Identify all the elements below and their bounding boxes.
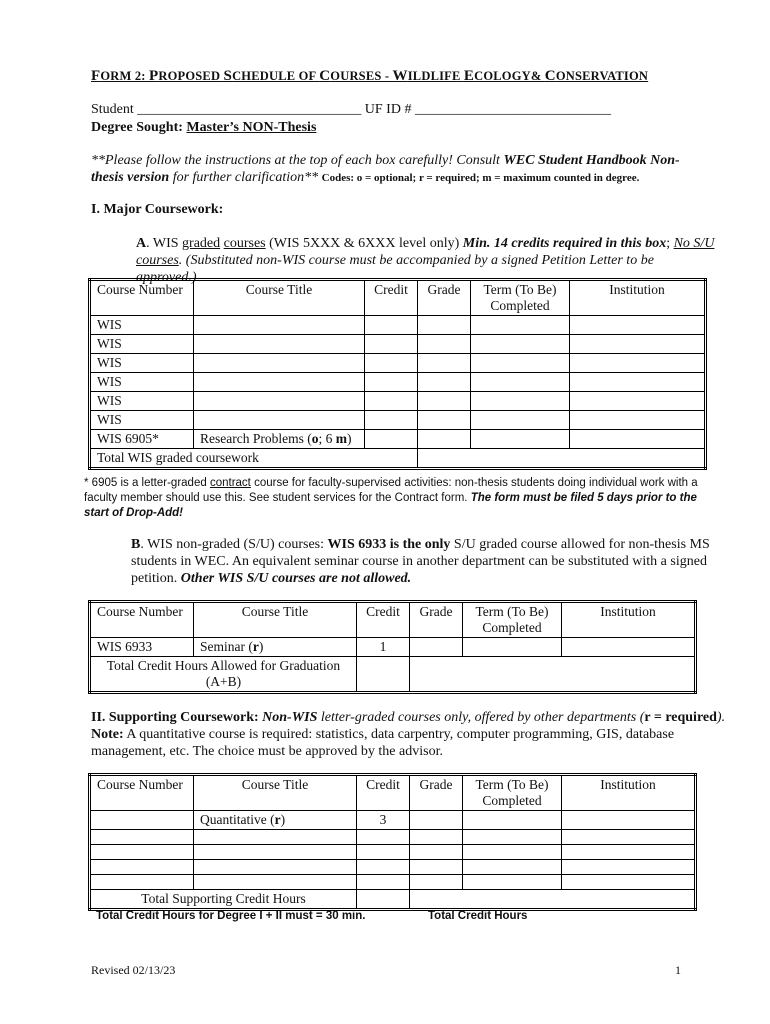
revised-date: Revised 02/13/23 [91, 963, 176, 977]
header-credit: Credit [357, 602, 410, 638]
table-row-6905: WIS 6905* Research Problems (o; 6 m) [90, 430, 706, 449]
table-row: WIS 6933 Seminar (r) 1 [90, 638, 696, 657]
major-courses-table [88, 278, 707, 470]
header-course-title: Course Title [194, 775, 357, 811]
table-row [90, 845, 696, 860]
footnote-6905: * 6905 is a letter-graded contract course for faculty-supervised activities: non-thesis students doing individual work with a faculty member should use this. See student services for the Contract form. The form must be filed 5 days prior to the start of Drop-Add! [84, 477, 698, 519]
total-row [90, 890, 696, 910]
header-term: Term (To Be) Completed [471, 280, 570, 316]
header-course-number: Course Number [90, 775, 194, 811]
header-credit: Credit [357, 775, 410, 811]
header-credit: Credit [365, 280, 418, 316]
header-course-title: Course Title [194, 280, 365, 316]
header-institution: Institution [570, 280, 706, 316]
header-grade: Grade [410, 775, 463, 811]
section-major-heading: I. Major Coursework: [91, 202, 224, 217]
total-row [90, 657, 696, 693]
table-row: WIS [90, 411, 706, 430]
table-row: WIS [90, 335, 706, 354]
total-graduation-label: Total Credit Hours Allowed for Graduation (A+B) [90, 657, 357, 693]
header-course-number: Course Number [90, 602, 194, 638]
header-grade: Grade [418, 280, 471, 316]
student-id-line[interactable]: Student ________________________________ UF ID # ____________________________ [91, 102, 611, 117]
research-problems-title: Research Problems (o; 6 m) [194, 430, 365, 449]
header-course-number: Course Number [90, 280, 194, 316]
degree-total-note: Total Credit Hours for Degree I + II must = 30 min. [96, 910, 366, 922]
degree-sought: Degree Sought: Master’s NON-Thesis [91, 120, 317, 135]
table-row [90, 830, 696, 845]
table-row [90, 875, 696, 890]
header-term: Term (To Be) Completed [463, 602, 562, 638]
header-institution: Institution [562, 602, 696, 638]
total-supporting-label: Total Supporting Credit Hours [90, 890, 357, 910]
section-a-description: A. WIS graded courses (WIS 5XXX & 6XXX level only) Min. 14 credits required in this box; No S/U courses. (Substituted non-WIS course must be accompanied by a signed Petition Letter to be approved.) [136, 236, 715, 285]
table-row: Quantitative (r) 3 [90, 811, 696, 830]
form-title: FORM 2: PROPOSED SCHEDULE OF COURSES - WILDLIFE ECOLOGY& CONSERVATION [91, 68, 649, 84]
header-term: Term (To Be) Completed [463, 775, 562, 811]
section-b-description: B. WIS non-graded (S/U) courses: WIS 6933 is the only S/U graded course allowed for non-thesis MS students in WEC. An equivalent seminar course in another department can be substituted with a signed petition. Other WIS S/U courses are not allowed. [131, 537, 710, 586]
total-credit-hours: Total Credit Hours [428, 910, 528, 922]
header-course-title: Course Title [194, 602, 357, 638]
table-row: WIS [90, 392, 706, 411]
su-courses-table [88, 600, 697, 694]
header-grade: Grade [410, 602, 463, 638]
table-row: WIS [90, 373, 706, 392]
table-row: WIS [90, 316, 706, 335]
header-institution: Institution [562, 775, 696, 811]
instructions: **Please follow the instructions at the top of each box carefully! Consult WEC Student Handbook Non-thesis version for further clarification** Codes: o = optional; r = required; m = maximum counted in degree. [91, 153, 680, 185]
section-supporting-description: II. Supporting Coursework: Non-WIS letter-graded courses only, offered by other departments (r = required). Note: A quantitative course is required: statistics, data carpentry, computer programming, GIS, database management, etc. The choice must be approved by the advisor. [91, 710, 726, 759]
table-row: WIS [90, 354, 706, 373]
page-number: 1 [675, 963, 681, 977]
total-wis-label: Total WIS graded coursework [90, 449, 418, 469]
table-row [90, 860, 696, 875]
supporting-courses-table [88, 773, 697, 911]
total-row [90, 449, 706, 469]
